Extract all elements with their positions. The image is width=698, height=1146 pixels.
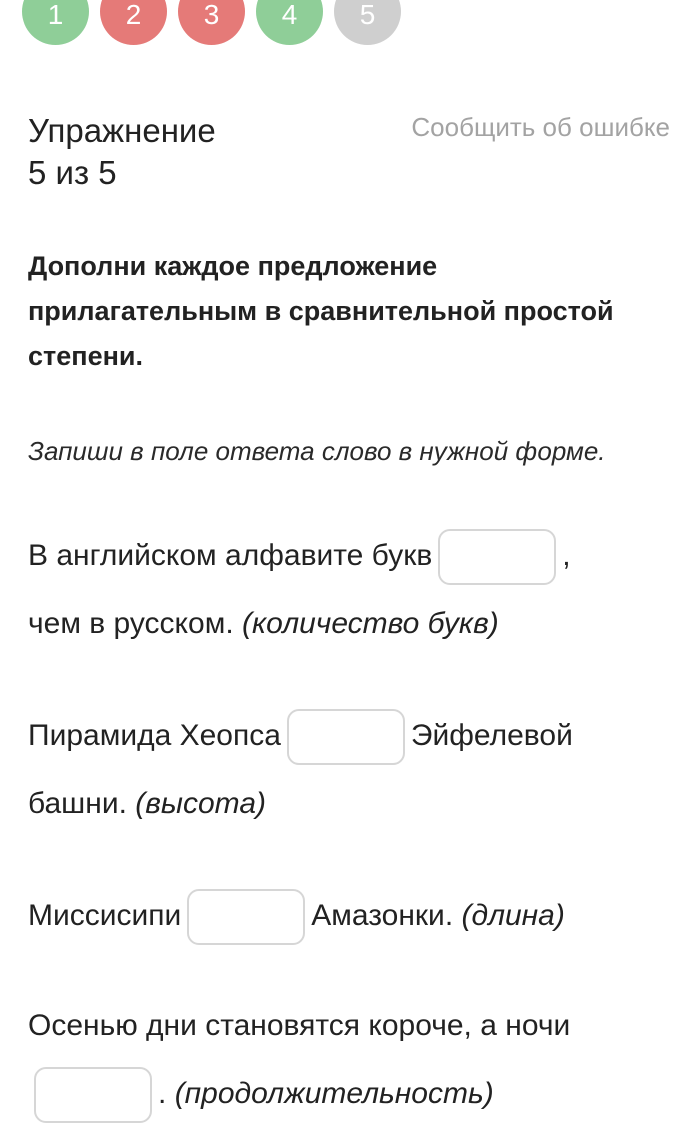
sentence-2	[28, 702, 678, 838]
sentence-1-before: В английском алфавите букв	[28, 539, 433, 572]
answer-input-3[interactable]	[187, 889, 305, 945]
answer-input-2[interactable]	[287, 709, 405, 765]
sentence-1-note: (количество букв)	[242, 607, 499, 640]
sentence-1	[28, 522, 678, 658]
sentence-2-note: (высота)	[135, 787, 266, 820]
exercise-title-label: Упражнение	[28, 112, 216, 149]
task-instruction: Дополни каждое предложение прилагательным в сравнительной простой степени.	[28, 251, 614, 371]
exercise-title	[28, 110, 216, 194]
answer-input-4[interactable]	[34, 1067, 152, 1123]
sentence-1-comma: ,	[562, 539, 571, 572]
step-3-button[interactable]: 3	[178, 0, 245, 45]
sentence-3-after: Амазонки.	[311, 899, 454, 932]
task-hint: Запиши в поле ответа слово в нужной форме.	[28, 436, 606, 466]
sentence-1-after: чем в русском.	[28, 607, 234, 640]
answer-input-1[interactable]	[438, 529, 556, 585]
sentence-4-note: (продолжительность)	[174, 1077, 494, 1110]
step-4-button[interactable]: 4	[256, 0, 323, 45]
sentence-3	[28, 882, 678, 950]
sentence-3-before: Миссисипи	[28, 899, 182, 932]
sentence-4	[28, 992, 678, 1128]
sentence-3-note: (длина)	[461, 899, 565, 932]
report-error-link[interactable]: Сообщить об ошибке	[411, 112, 670, 142]
sentence-4-before: Осенью дни становятся короче, а ночи	[28, 1009, 571, 1042]
exercise-header	[28, 110, 670, 194]
step-1-button[interactable]: 1	[22, 0, 89, 45]
sentence-4-after: .	[158, 1077, 167, 1110]
sentence-2-after: Эйфелевой башни.	[28, 719, 573, 820]
step-5-button[interactable]: 5	[334, 0, 401, 45]
step-2-button[interactable]: 2	[100, 0, 167, 45]
exercise-step-indicator	[22, 0, 401, 45]
sentence-2-before: Пирамида Хеопса	[28, 719, 281, 752]
exercise-counter: 5 из 5	[28, 154, 117, 191]
